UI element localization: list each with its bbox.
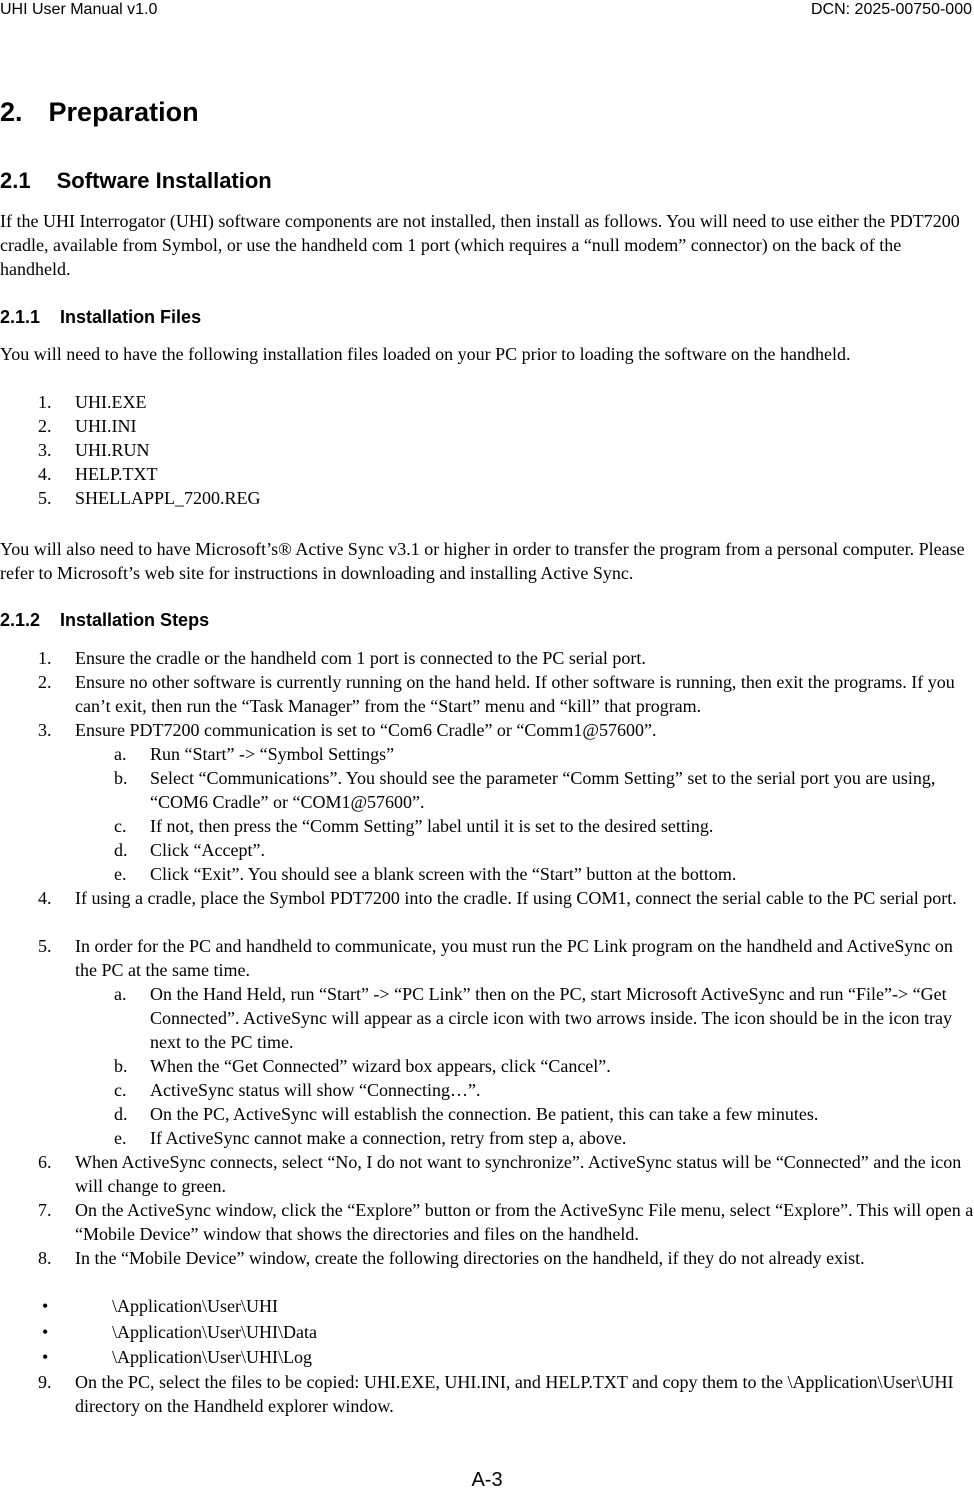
- directory-bullet: • \Application\User\UHI\Data: [42, 1322, 317, 1342]
- step-item: 2. Ensure no other software is currently running on the hand held. If other software is running, then exit the programs. If you can’t exit, then run the “Task Manager” from the “Start” menu and “kill” that program.: [38, 672, 955, 716]
- list-item: 2. UHI.INI: [38, 416, 137, 436]
- substep-item: c. ActiveSync status will show “Connecting…”.: [114, 1080, 481, 1100]
- subsection-heading: [0, 168, 272, 194]
- step-item: 6. When ActiveSync connects, select “No, I do not want to synchronize”. ActiveSync status will be “Connected” and the icon will change to green.: [38, 1152, 962, 1196]
- installation-steps-number: 2.1.2: [0, 610, 41, 630]
- subsection-intro: If the UHI Interrogator (UHI) software components are not installed, then install as follows. You will need to use either the PDT7200 cradle, available from Symbol, or use the handheld com 1 port (which requires a “null modem” connector) on the back of the handheld.: [0, 211, 960, 279]
- section-title: Preparation: [48, 97, 199, 127]
- substep-item: d. On the PC, ActiveSync will establish the connection. Be patient, this can take a few minutes.: [114, 1104, 819, 1124]
- substep-item: d. Click “Accept”.: [114, 840, 265, 860]
- step-item: 3. Ensure PDT7200 communication is set to “Com6 Cradle” or “Comm1@57600”.: [38, 720, 657, 740]
- list-item: 1. UHI.EXE: [38, 392, 147, 412]
- substep-item: a. Run “Start” -> “Symbol Settings”: [114, 744, 395, 764]
- substep-item: b. When the “Get Connected” wizard box appears, click “Cancel”.: [114, 1056, 611, 1076]
- substep-item: e. If ActiveSync cannot make a connection, retry from step a, above.: [114, 1128, 627, 1148]
- installation-files-title: Installation Files: [60, 307, 202, 327]
- step-item: 9. On the PC, select the files to be copied: UHI.EXE, UHI.INI, and HELP.TXT and copy them to the \Application\User\UHI directory on the Handheld explorer window.: [38, 1372, 954, 1416]
- step-item: 4. If using a cradle, place the Symbol PDT7200 into the cradle. If using COM1, connect the serial cable to the PC serial port.: [38, 888, 957, 908]
- activesync-note: You will also need to have Microsoft’s® Active Sync v3.1 or higher in order to transfer the program from a personal computer. Please refer to Microsoft’s web site for instructions in downloading and installing Active Sync.: [0, 539, 965, 583]
- installation-files-heading: [0, 306, 201, 328]
- substep-item: a. On the Hand Held, run “Start” -> “PC Link” then on the PC, start Microsoft ActiveSync and run “File”-> “Get Connected”. ActiveSync will appear as a circle icon with two arrows inside. The icon should be in the icon tray next to the PC time.: [114, 984, 952, 1052]
- installation-files-intro: You will need to have the following installation files loaded on your PC prior to loading the software on the handheld.: [0, 344, 851, 364]
- header-dcn: DCN: 2025-00750-000: [811, 1, 972, 18]
- substep-item: e. Click “Exit”. You should see a blank screen with the “Start” button at the bottom.: [114, 864, 737, 884]
- page-number: A-3: [471, 1469, 503, 1491]
- list-item: 5. SHELLAPPL_7200.REG: [38, 488, 261, 508]
- list-item: 3. UHI.RUN: [38, 440, 150, 460]
- directory-bullet: • \Application\User\UHI: [42, 1296, 278, 1316]
- substep-item: b. Select “Communications”. You should see the parameter “Comm Setting” set to the serial port you are using, “COM6 Cradle” or “COM1@57600”.: [114, 768, 936, 812]
- list-item: 4. HELP.TXT: [38, 464, 158, 484]
- step-item: 1. Ensure the cradle or the handheld com 1 port is connected to the PC serial port.: [38, 648, 646, 668]
- installation-steps-title: Installation Steps: [60, 610, 210, 630]
- subsection-number: 2.1: [0, 168, 31, 193]
- step-item: 7. On the ActiveSync window, click the “Explore” button or from the ActiveSync File menu, select “Explore”. This will open a “Mobile Device” window that shows the directories and files on the handheld.: [38, 1200, 974, 1244]
- header-doc-title: UHI User Manual v1.0: [0, 1, 158, 18]
- section-number: 2.: [0, 97, 23, 127]
- installation-steps-heading: [0, 609, 209, 631]
- installation-files-number: 2.1.1: [0, 307, 41, 327]
- section-heading: [0, 96, 199, 128]
- subsection-title: Software Installation: [56, 168, 272, 193]
- step-item: 5. In order for the PC and handheld to communicate, you must run the PC Link program on the handheld and ActiveSync on the PC at the same time.: [38, 936, 953, 980]
- substep-item: c. If not, then press the “Comm Setting” label until it is set to the desired setting.: [114, 816, 714, 836]
- directory-bullet: • \Application\User\UHI\Log: [42, 1347, 312, 1367]
- step-item: 8. In the “Mobile Device” window, create the following directories on the handheld, if they do not already exist.: [38, 1248, 865, 1268]
